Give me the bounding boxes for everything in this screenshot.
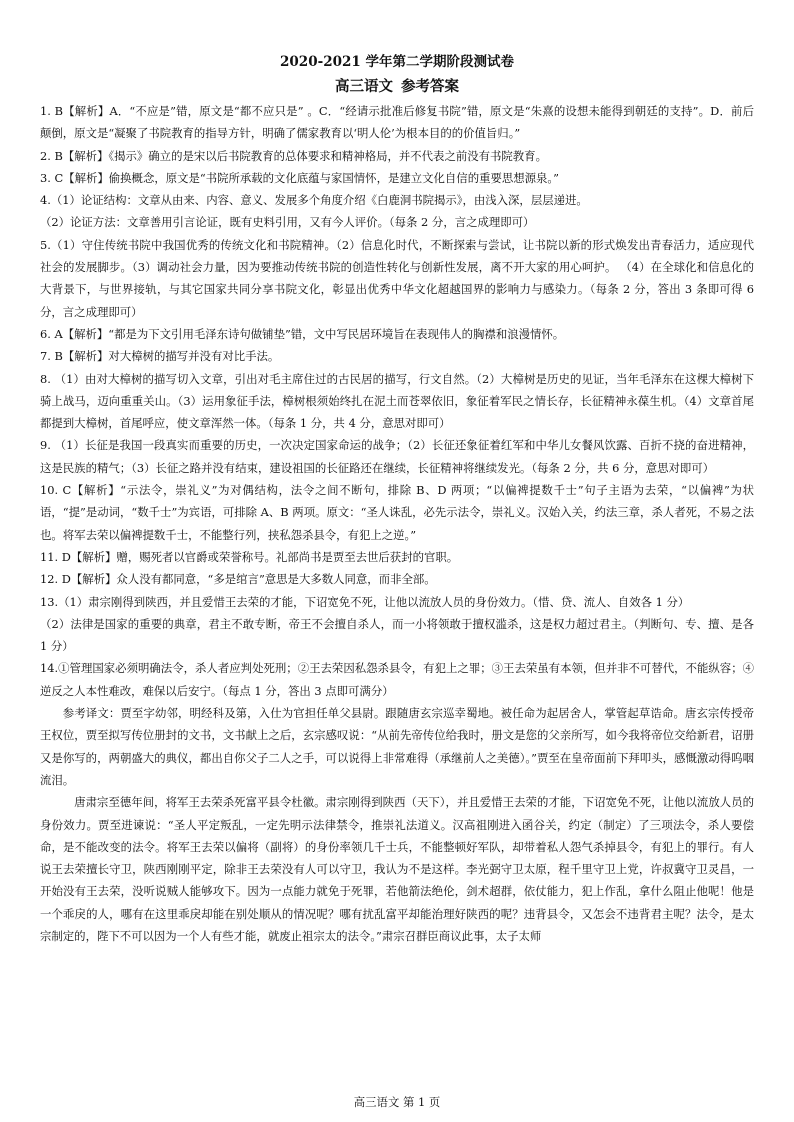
answer-12: 12. D【解析】众人没有都同意，“多是绾言”意思是大多数人同意，而非全部。 xyxy=(40,572,436,587)
answer-6: 6. A【解析】“都是为下文引用毛泽东诗句做铺垫”错，文中写民居环境旨在表现伟人的胸襟和浪漫情怀。 xyxy=(40,326,565,341)
answer-8: 8. （1）由对大樟树的描写切入文章，引出对毛主席住过的古民居的描写，行文自然。（2）大樟树是历史的见证，当年毛泽东在这棵大樟树下骑上战马，迈向重重关山。（3）运用象征手法，樟树根须始终扎在泥土而苍翠依旧，象征着军民之情长存，长征精神永葆生机。（4）文章首尾都提到大樟树，首尾呼应，使文章浑然一体。（每条 1 分，共 4 分，意思对即可） xyxy=(40,371,754,431)
page-footer: 高三语文 第 1 页 xyxy=(353,1095,441,1109)
answer-7: 7. B【解析】对大樟树的描写并没有对比手法。 xyxy=(40,349,280,364)
subject-label: 高三语文 xyxy=(335,78,393,95)
translation-paragraph-1: 参考译文：贾至字幼邻，明经科及第，入仕为官担任单父县尉。跟随唐玄宗巡幸蜀地。被任命为起居舍人，掌管起草诰命。唐玄宗传授帝王权位，贾至拟写传位册封的文书，文书献上之后，玄宗感叹说：“从前先帝传位给我时，册文是您的父亲所写，如今我将帝位交给新君，诏册又是你写的，两朝盛大的典仪，都出自你父子二人之手，可以说得上非常难得（承继前人之美德）。”贾至在皇帝面前下拜叩头，感慨激动得呜咽流泪。 xyxy=(40,706,754,787)
answer-13-part-2: （2）法律是国家的重要的典章，君主不敢专断，帝王不会擅自杀人，而一小将领敢于擅权滥杀，这是权力超过君主。（判断句、专、擅、是各 1 分） xyxy=(40,616,754,654)
answer-3: 3. C【解析】偷换概念，原文是“书院所承载的文化底蕴与家国情怀，是建立文化自信的重要思想源泉。” xyxy=(40,170,559,185)
answer-subtitle xyxy=(40,74,754,100)
answer-4-part-1: 4.（1）论证结构：文章从由来、内容、意义、发展多个角度介绍《白鹿洞书院揭示》，由浅入深，层层递进。 xyxy=(40,193,588,208)
exam-title: 2020-2021 学年第二学期阶段测试卷 xyxy=(280,54,514,70)
answer-13-part-1: 13.（1）肃宗刚得到陕西，并且爱惜王去荣的才能，下诏宽免不死，让他以流放人员的身份效力。（惜、贷、流人、自效各 1 分） xyxy=(40,594,690,609)
answer-11: 11. D【解析】赠，赐死者以官爵或荣誉称号。礼部尚书是贾至去世后获封的官职。 xyxy=(40,549,459,564)
answer-5: 5.（1）守住传统书院中我国优秀的传统文化和书院精神。（2）信息化时代，不断探索与尝试，让书院以新的形式焕发出青春活力，适应现代社会的发展脚步。（3）调动社会力量，因为要推动传统书院的创造性转化与创新性发展，离不开大家的用心呵护。 （4）在全球化和信息化的大背景下，与世界接轨，与其它国家共同分享书院文化，彰显出优秀中华文化超越国界的影响力与感染力。（每条 2 分，答出 3 条即可得 6 分，言之成理即可） xyxy=(40,237,754,319)
answer-1: 1. B【解析】A．“不应是”错，原文是“都不应只是” 。C．“经请示批准后修复书院”错，原文是“朱熹的设想未能得到朝廷的支持”。D．前后颠倒，原文是“凝聚了书院教育的指导方针，明确了儒家教育以‘明人伦’为根本目的的价值旨归。” xyxy=(40,104,754,141)
answer-2: 2. B【解析】《揭示》确立的是宋以后书院教育的总体要求和精神格局，并不代表之前没有书院教育。 xyxy=(40,148,547,163)
translation-paragraph-2: 唐肃宗至德年间，将军王去荣杀死富平县令杜徽。肃宗刚得到陕西（天下），并且爱惜王去荣的才能，下诏宽免不死，让他以流放人员的身份效力。贾至进谏说：“圣人平定叛乱，一定先明示法律禁令，推崇礼法道义。汉高祖刚进入函谷关，约定（制定）了三项法令，杀人要偿命，是不能改变的法令。将军王去荣以偏将（副将）的身份率领几千士兵，不能整顿好军队，却带着私人怨气杀掉县令，有犯上的罪行。有人说王去荣擅长守卫，陕西刚刚平定，除非王去荣没有人可以守卫，我认为不是这样。李光弼守卫太原，程千里守卫上党，许叔冀守卫灵昌，一开始没有王去荣，没听说贼人能够攻下。因为一点能力就免于死罪，若他箭法绝伦，剑术超群，依仗能力，犯上作乱，拿什么阻止他呢！他是一个乖戾的人，哪有在这里乖戾却能在别处顺从的情况呢？哪有扰乱富平却能治理好陕西的呢？违背县令，又怎会不违背君主呢？法令，是太宗制定的，陛下不可以因为一个人有些才能，就废止祖宗太的法令。”肃宗召群臣商议此事，太子太师 xyxy=(40,795,754,943)
answer-9: 9. （1）长征是我国一段真实而重要的历史，一次决定国家命运的战争；（2）长征还象征着红军和中华儿女餐风饮露、百折不挠的奋进精神，这是民族的精气；（3）长征之路并没有结束，建设祖国的长征路还在继续，长征精神将继续发光。（每条 2 分，共 6 分，意思对即可） xyxy=(40,438,754,475)
answer-4-part-2: （2）论证方法：文章善用引言论证，既有史料引用，又有今人评价。（每条 2 分，言之成理即可） xyxy=(40,215,535,230)
answer-10: 10. C【解析】“示法令，崇礼义”为对偶结构，法令之间不断句，排除 B、D 两项；“以偏裨提数千士”句子主语为去荣，“以偏裨”为状语，“提”是动词，“数千士”为宾语，可排除 A、B 两项。原文：“圣人诛乱，必先示法令，崇礼义。汉始入关，约法三章，杀人者死，不易之法也。将军去荣以偏裨提数千士，不能整行列，挟私怨杀县令，有犯上之逆。” xyxy=(40,483,754,542)
answer-14: 14.①管理国家必须明确法令，杀人者应判处死刑；②王去荣因私怨杀县令，有犯上之罪；③王去荣虽有本领，但并非不可替代，不能纵容；④逆反之人本性难改，难保以后安宁。（每点 1 分，答出 3 点即可满分） xyxy=(40,661,754,698)
answer-key-label: 参考答案 xyxy=(401,78,459,95)
